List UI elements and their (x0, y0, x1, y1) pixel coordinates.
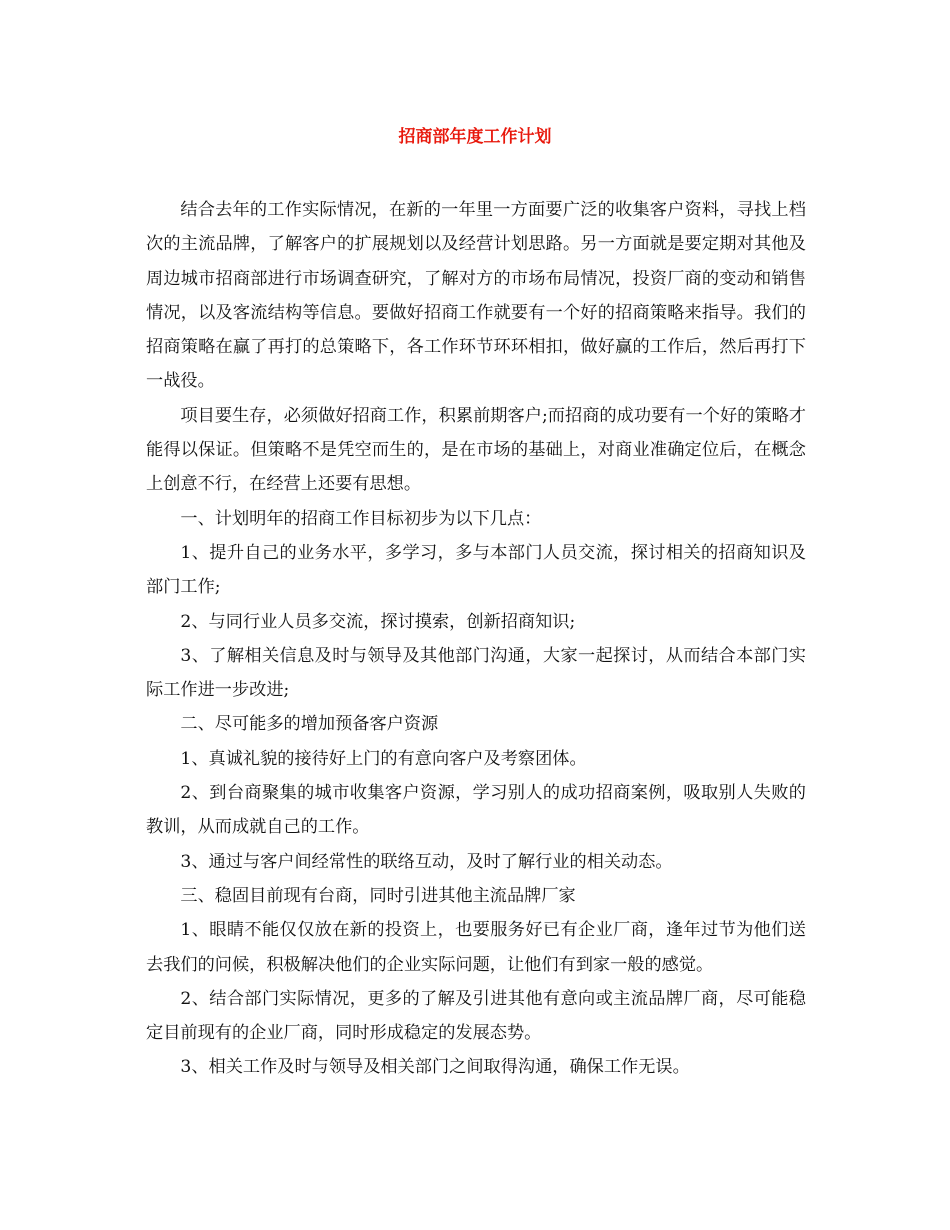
document-body (146, 193, 806, 1085)
list-item: 2、到台商聚集的城市收集客户资源，学习别人的成功招商案例，吸取别人失败的教训，从而成就自己的工作。 (146, 783, 806, 838)
list-item: 1、眼睛不能仅仅放在新的投资上，也要服务好已有企业厂商，逢年过节为他们送去我们的问候，积极解决他们的企业实际问题，让他们有到家一般的感觉。 (146, 920, 806, 975)
list-item: 1、提升自己的业务水平，多学习，多与本部门人员交流，探讨相关的招商知识及部门工作; (146, 542, 806, 598)
list-item: 1、真诚礼貌的接待好上门的有意向客户及考察团体。 (180, 748, 587, 769)
section-heading-1: 一、计划明年的招商工作目标初步为以下几点： (180, 508, 542, 529)
list-item: 3、了解相关信息及时与领导及其他部门沟通，大家一起探讨，从而结合本部门实际工作进一步改进; (146, 645, 806, 701)
paragraph-intro-2: 项目要生存，必须做好招商工作，积累前期客户;而招商的成功要有一个好的策略才能得以保证。但策略不是凭空而生的，是在市场的基础上，对商业准确定位后，在概念上创意不行，在经营上还要有思想。 (146, 405, 806, 495)
list-item: 2、与同行业人员多交流，探讨摸索，创新招商知识; (180, 611, 576, 632)
document-title: 招商部年度工作计划 (398, 127, 552, 147)
list-item: 2、结合部门实际情况，更多的了解及引进其他有意向或主流品牌厂商，尽可能稳定目前现有的企业厂商，同时形成稳定的发展态势。 (146, 988, 806, 1044)
list-item: 3、通过与客户间经常性的联络互动，及时了解行业的相关动态。 (180, 851, 673, 872)
paragraph-intro-1: 结合去年的工作实际情况，在新的一年里一方面要广泛的收集客户资料，寻找上档次的主流品牌，了解客户的扩展规划以及经营计划思路。另一方面就是要定期对其他及周边城市招商部进行市场调查研究，了解对方的市场布局情况，投资厂商的变动和销售情况，以及客流结构等信息。要做好招商工作就要有一个好的招商策略来指导。我们的招商策略在赢了再打的总策略下，各工作环节环环相扣，做好赢的工作后，然后再打下一战役。 (146, 200, 806, 392)
section-heading-3: 三、稳固目前现有台商，同时引进其他主流品牌厂家 (180, 885, 576, 906)
section-heading-2: 二、尽可能多的增加预备客户资源 (180, 714, 439, 735)
list-item: 3、相关工作及时与领导及相关部门之间取得沟通，确保工作无误。 (180, 1057, 690, 1078)
